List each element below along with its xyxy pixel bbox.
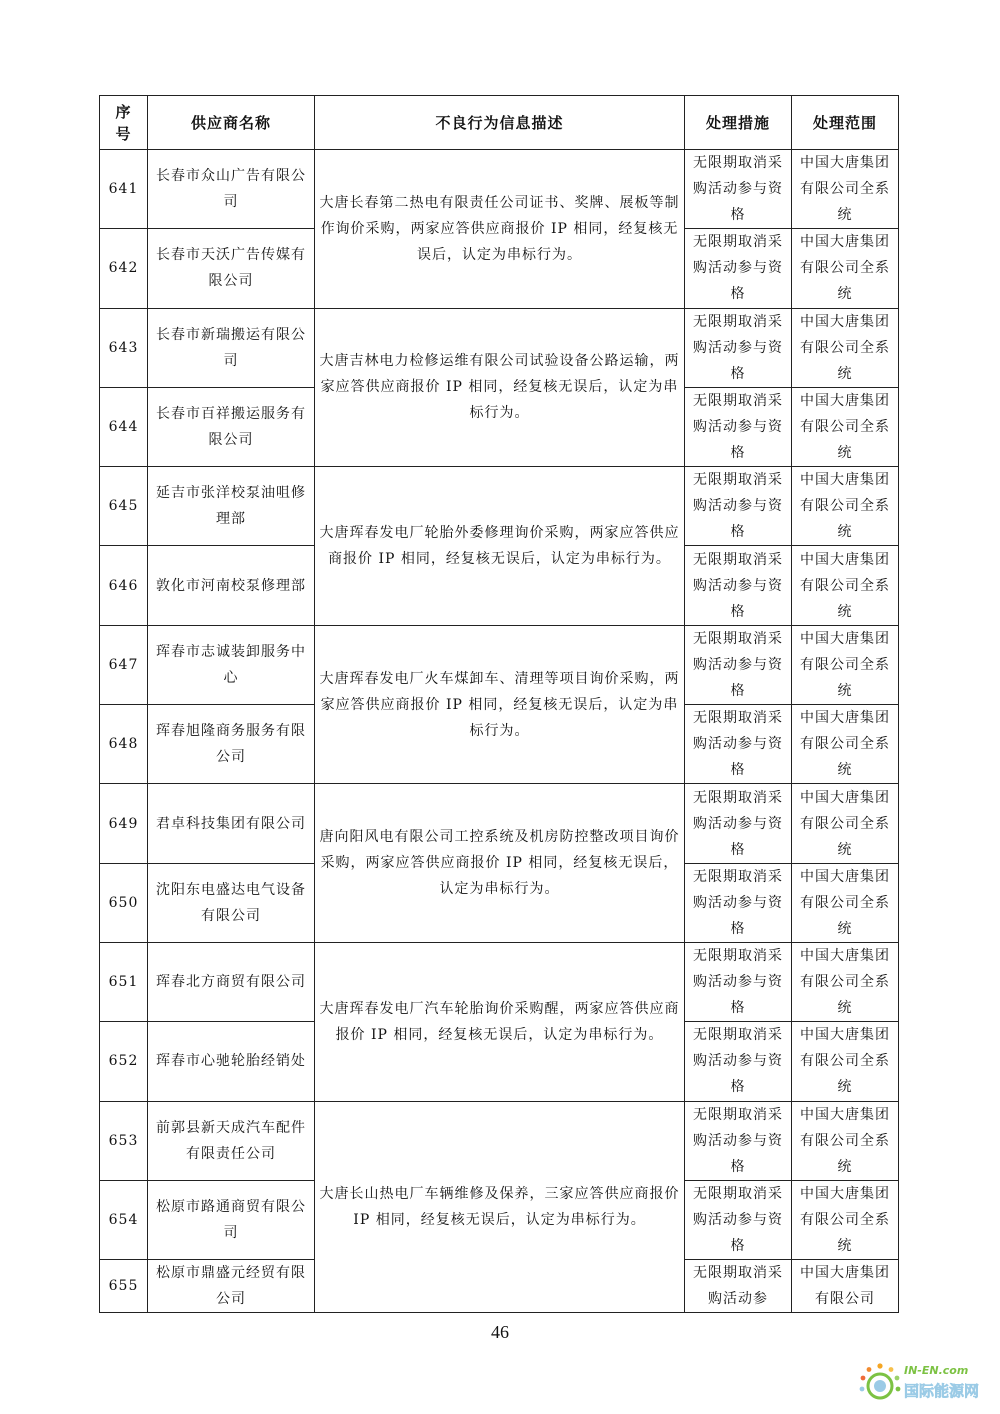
table-row xyxy=(100,942,899,1021)
table-header-row xyxy=(100,96,899,150)
scope-cell: 中国大唐集团有限公司全系统 xyxy=(792,625,899,704)
scope-cell: 中国大唐集团有限公司全系统 xyxy=(792,308,899,387)
violations-table xyxy=(99,95,899,1313)
supplier-name: 松原市鼎盛元经贸有限公司 xyxy=(148,1260,315,1313)
supplier-name: 君卓科技集团有限公司 xyxy=(148,784,315,863)
header-description: 不良行为信息描述 xyxy=(315,96,685,150)
row-number: 646 xyxy=(100,546,148,625)
measure-cell: 无限期取消采购活动参与资格 xyxy=(685,308,792,387)
measure-cell: 无限期取消采购活动参与资格 xyxy=(685,625,792,704)
supplier-name: 珲春市志诚装卸服务中心 xyxy=(148,625,315,704)
supplier-name: 沈阳东电盛达电气设备有限公司 xyxy=(148,863,315,942)
supplier-name: 珲春市心驰轮胎经销处 xyxy=(148,1022,315,1101)
row-number: 647 xyxy=(100,625,148,704)
measure-cell: 无限期取消采购活动参与资格 xyxy=(685,1101,792,1180)
header-supplier: 供应商名称 xyxy=(148,96,315,150)
page-number: 46 xyxy=(491,1322,509,1342)
measure-cell: 无限期取消采购活动参 xyxy=(685,1260,792,1313)
table-row xyxy=(100,150,899,229)
header-index: 序 号 xyxy=(100,96,148,150)
measure-cell: 无限期取消采购活动参与资格 xyxy=(685,863,792,942)
scope-cell: 中国大唐集团有限公司全系统 xyxy=(792,863,899,942)
supplier-name: 延吉市张洋校泵油咀修理部 xyxy=(148,467,315,546)
scope-cell: 中国大唐集团有限公司全系统 xyxy=(792,705,899,784)
header-measure: 处理措施 xyxy=(685,96,792,150)
measure-cell: 无限期取消采购活动参与资格 xyxy=(685,467,792,546)
supplier-name: 长春市天沃广告传媒有限公司 xyxy=(148,229,315,308)
row-number: 648 xyxy=(100,705,148,784)
measure-cell: 无限期取消采购活动参与资格 xyxy=(685,942,792,1021)
measure-cell: 无限期取消采购活动参与资格 xyxy=(685,546,792,625)
watermark-logo xyxy=(858,1362,998,1410)
header-scope: 处理范围 xyxy=(792,96,899,150)
scope-cell: 中国大唐集团有限公司全系统 xyxy=(792,784,899,863)
scope-cell: 中国大唐集团有限公司全系统 xyxy=(792,1180,899,1259)
row-number: 650 xyxy=(100,863,148,942)
measure-cell: 无限期取消采购活动参与资格 xyxy=(685,1022,792,1101)
violation-description: 唐向阳风电有限公司工控系统及机房防控整改项目询价采购，两家应答供应商报价 IP 相同，经复核无误后，认定为串标行为。 xyxy=(315,784,685,943)
row-number: 645 xyxy=(100,467,148,546)
scope-cell: 中国大唐集团有限公司全系统 xyxy=(792,546,899,625)
row-number: 644 xyxy=(100,387,148,466)
violation-description: 大唐珲春发电厂汽车轮胎询价采购醒，两家应答供应商报价 IP 相同，经复核无误后，认定为串标行为。 xyxy=(315,942,685,1101)
violation-description: 大唐珲春发电厂轮胎外委修理询价采购，两家应答供应商报价 IP 相同，经复核无误后，认定为串标行为。 xyxy=(315,467,685,626)
measure-cell: 无限期取消采购活动参与资格 xyxy=(685,387,792,466)
measure-cell: 无限期取消采购活动参与资格 xyxy=(685,150,792,229)
table-row xyxy=(100,1101,899,1180)
scope-cell: 中国大唐集团有限公司全系统 xyxy=(792,387,899,466)
supplier-name: 敦化市河南校泵修理部 xyxy=(148,546,315,625)
violation-description: 大唐长春第二热电有限责任公司证书、奖牌、展板等制作询价采购，两家应答供应商报价 IP 相同，经复核无误后，认定为串标行为。 xyxy=(315,150,685,309)
row-number: 643 xyxy=(100,308,148,387)
scope-cell: 中国大唐集团有限公司全系统 xyxy=(792,1022,899,1101)
table-row xyxy=(100,308,899,387)
supplier-name: 珲春旭隆商务服务有限公司 xyxy=(148,705,315,784)
measure-cell: 无限期取消采购活动参与资格 xyxy=(685,1180,792,1259)
row-number: 641 xyxy=(100,150,148,229)
scope-cell: 中国大唐集团有限公司全系统 xyxy=(792,1101,899,1180)
scope-cell: 中国大唐集团有限公司全系统 xyxy=(792,229,899,308)
supplier-name: 珲春北方商贸有限公司 xyxy=(148,942,315,1021)
scope-cell: 中国大唐集团有限公司 xyxy=(792,1260,899,1313)
measure-cell: 无限期取消采购活动参与资格 xyxy=(685,784,792,863)
table-row xyxy=(100,784,899,863)
supplier-name: 长春市众山广告有限公司 xyxy=(148,150,315,229)
violation-description: 大唐长山热电厂车辆维修及保养，三家应答供应商报价 IP 相同，经复核无误后，认定为串标行为。 xyxy=(315,1101,685,1313)
scope-cell: 中国大唐集团有限公司全系统 xyxy=(792,150,899,229)
row-number: 651 xyxy=(100,942,148,1021)
supplier-name: 前郭县新天成汽车配件有限责任公司 xyxy=(148,1101,315,1180)
watermark-en-text: IN-EN.com xyxy=(904,1364,969,1377)
row-number: 655 xyxy=(100,1260,148,1313)
row-number: 654 xyxy=(100,1180,148,1259)
table-row xyxy=(100,467,899,546)
violation-description: 大唐吉林电力检修运维有限公司试验设备公路运输，两家应答供应商报价 IP 相同，经复核无误后，认定为串标行为。 xyxy=(315,308,685,467)
supplier-name: 松原市路通商贸有限公司 xyxy=(148,1180,315,1259)
row-number: 649 xyxy=(100,784,148,863)
scope-cell: 中国大唐集团有限公司全系统 xyxy=(792,942,899,1021)
violation-description: 大唐珲春发电厂火车煤卸车、清理等项目询价采购，两家应答供应商报价 IP 相同，经复核无误后，认定为串标行为。 xyxy=(315,625,685,784)
scope-cell: 中国大唐集团有限公司全系统 xyxy=(792,467,899,546)
supplier-name: 长春市百祥搬运服务有限公司 xyxy=(148,387,315,466)
watermark-cn-text: 国际能源网 xyxy=(904,1382,980,1400)
table-row xyxy=(100,625,899,704)
supplier-name: 长春市新瑞搬运有限公司 xyxy=(148,308,315,387)
row-number: 642 xyxy=(100,229,148,308)
measure-cell: 无限期取消采购活动参与资格 xyxy=(685,229,792,308)
row-number: 652 xyxy=(100,1022,148,1101)
row-number: 653 xyxy=(100,1101,148,1180)
measure-cell: 无限期取消采购活动参与资格 xyxy=(685,705,792,784)
sun-logo-icon xyxy=(858,1362,902,1406)
